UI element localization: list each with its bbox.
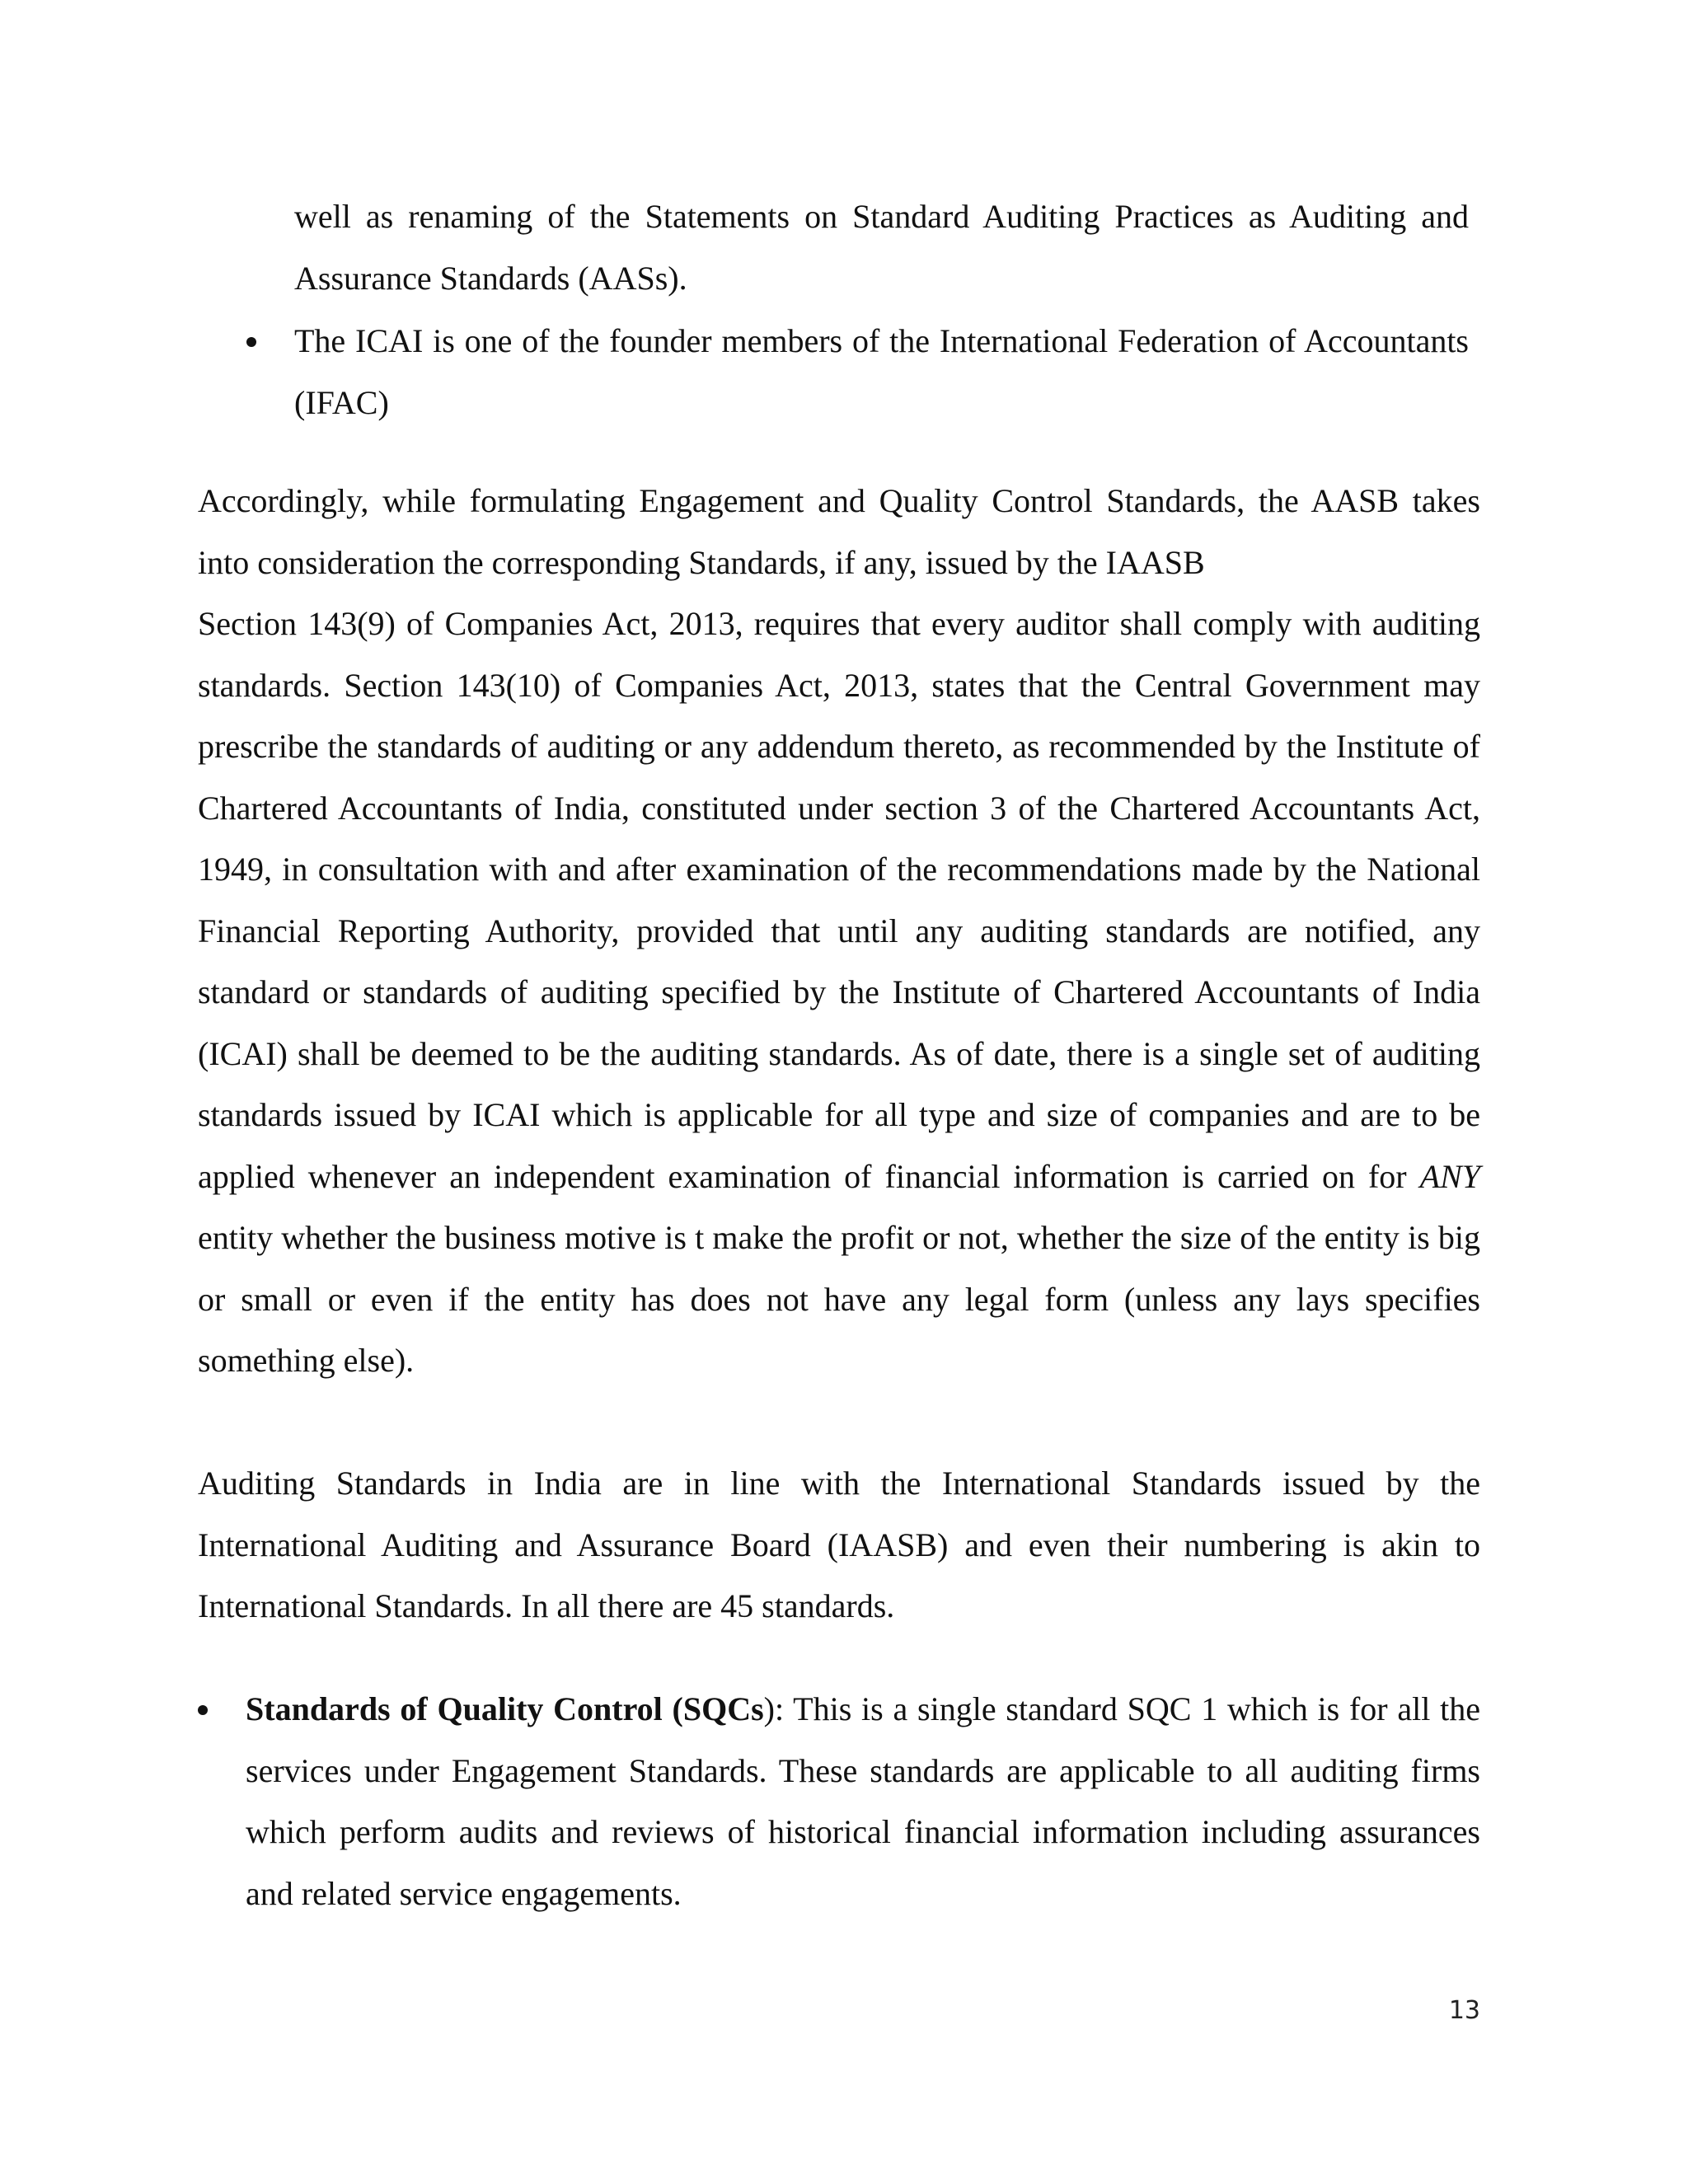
page-number: 13 <box>1448 1996 1480 2025</box>
paragraph-auditing-standards: Auditing Standards in India are in line with the International Standards issued by the International Auditing and Assurance Board (IAASB) and even their numbering is akin to International Standards. In all there are 45 standards. <box>198 1465 1480 1624</box>
sqc-heading: Standards of Quality Control (SQCs <box>246 1690 764 1727</box>
bullet-dot <box>246 337 256 347</box>
bullet-sqc-text <box>246 1679 1480 1924</box>
emphasis-any: ANY <box>1419 1157 1480 1195</box>
paragraph-section-143-text: Section 143(9) of Companies Act, 2013, requires that every auditor shall comply with auditing standards. Section 143(10) of Companies Act, 2013, states that the Central Government may prescribe the standards of auditing or any addendum thereto, as recommended by the Institute of Chartered Accountants of India, constituted under section 3 of the Chartered Accountants Act, 1949, in consultation with and after examination of the recommendations made by the National Financial Reporting Authority, provided that until any auditing standards are notified, any standard or standards of auditing specified by the Institute of Chartered Accountants of India (ICAI) shall be deemed to be the auditing standards. As of date, there is a single set of auditing standards issued by ICAI which is applicable for all type and size of companies and are to be applied whenever an independent examination of financial information is carried on for <box>198 605 1480 1195</box>
bullet-icai-text: The ICAI is one of the founder members of the International Federation of Accountants (IFAC) <box>294 322 1469 421</box>
paragraph-section-143-text-end: entity whether the business motive is t make the profit or not, whether the size of the entity is big or small or even if the entity has does not have any legal form (unless any lays specifies something else). <box>198 1219 1480 1379</box>
bullet-dot <box>198 1705 208 1715</box>
bullet-continuation-text: well as renaming of the Statements on Standard Auditing Practices as Auditing and Assurance Standards (AASs). <box>294 198 1469 297</box>
paragraph-section-143 <box>198 593 1480 1392</box>
sqc-description: ): This is a single standard SQC 1 which is for all the services under Engagement Standards. These standards are applicable to all auditing firms which perform audits and reviews of historical financial information including assurances and related service engagements. <box>246 1690 1480 1912</box>
paragraph-accordingly: Accordingly, while formulating Engagement and Quality Control Standards, the AASB takes into consideration the corresponding Standards, if any, issued by the IAASB <box>198 482 1480 581</box>
